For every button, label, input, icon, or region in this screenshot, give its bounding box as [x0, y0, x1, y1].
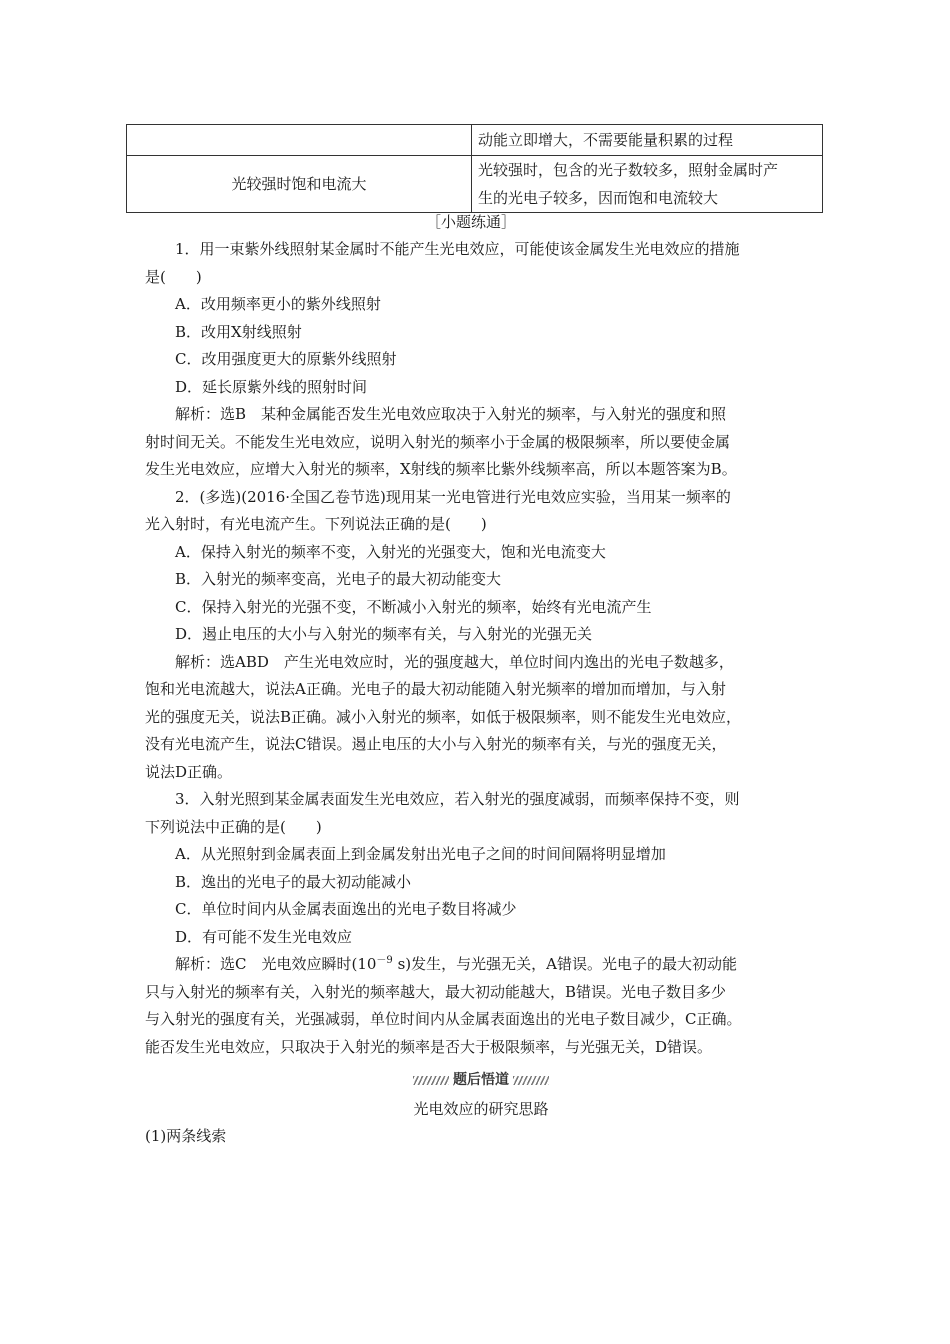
option-a: A．改用频率更小的紫外线照射	[175, 295, 381, 313]
question-2	[145, 484, 817, 787]
table-cell-line: 生的光电子较多，因而饱和电流较大	[478, 189, 719, 207]
analysis-line: 发生光电效应，应增大入射光的频率，X射线的频率比紫外线频率高，所以本题答案为B。	[145, 460, 737, 478]
question-stem	[145, 484, 817, 539]
stem-line: 2．(多选)(2016·全国乙卷节选)现用某一光电管进行光电效应实验，当用某一频率的	[175, 487, 731, 506]
hatch-decoration-left	[413, 1076, 449, 1085]
question-stem	[145, 786, 817, 841]
stem-line: 光入射时，有光电流产生。下列说法正确的是( )	[145, 515, 487, 533]
insight-heading	[145, 1065, 817, 1095]
analysis-line: 光的强度无关，说法B正确。减小入射光的频率，如低于极限频率，则不能发生光电效应，	[145, 707, 742, 726]
table-cell-line: 光较强时，包含的光子数较多，照射金属时产	[478, 161, 779, 179]
analysis-line: 没有光电流产生，说法C错误。遏止电压的大小与入射光的频率有关，与光的强度无关，	[145, 735, 727, 753]
question-3	[145, 786, 817, 1061]
analysis-text: 解析：选C 光电效应瞬时(10	[175, 955, 377, 973]
option-d: D．延长原紫外线的照射时间	[175, 377, 368, 396]
table-cell	[472, 156, 823, 213]
option-a: A．保持入射光的频率不变，入射光的光强变大，饱和光电流变大	[175, 542, 606, 561]
option-c: C．改用强度更大的原紫外线照射	[175, 350, 397, 368]
option-c: C．单位时间内从金属表面逸出的光电子数目将减少	[175, 900, 517, 918]
analysis-line: 只与入射光的频率有关，入射光的频率越大，最大初动能越大，B错误。光电子数目多少	[145, 982, 727, 1001]
table-cell-empty	[127, 125, 472, 156]
analysis-line: 饱和光电流越大，说法A正确。光电子的最大初动能随入射光频率的增加而增加，与入射	[145, 680, 726, 698]
option-b: B．入射光的频率变高，光电子的最大初动能变大	[175, 570, 502, 588]
analysis-line: 射时间无关。不能发生光电效应，说明入射光的频率小于金属的极限频率，所以要使金属	[145, 432, 731, 451]
exponent: －9	[376, 955, 393, 966]
main-content	[145, 208, 817, 1151]
option-b: B．逸出的光电子的最大初动能减小	[175, 872, 412, 891]
option-d: D．有可能不发生光电效应	[175, 927, 353, 946]
analysis	[145, 649, 817, 787]
analysis	[145, 951, 817, 1061]
insight-title: 题后悟道	[453, 1072, 509, 1088]
analysis	[145, 401, 817, 484]
insight-item: (1)两条线索	[145, 1127, 227, 1145]
analysis-line: 解析：选B 某种金属能否发生光电效应取决于入射光的频率，与入射光的强度和照	[175, 405, 727, 423]
option-c: C．保持入射光的光强不变，不断减小入射光的频率，始终有光电流产生	[175, 597, 652, 616]
option-a: A．从光照射到金属表面上到金属发射出光电子之间的时间间隔将明显增加	[175, 845, 666, 863]
stem-line: 3．入射光照到某金属表面发生光电效应，若入射光的强度减弱，而频率保持不变，则	[175, 790, 740, 808]
stem-line: 1．用一束紫外线照射某金属时不能产生光电效应，可能使该金属发生光电效应的措施	[175, 240, 740, 258]
table-row	[127, 125, 823, 156]
section-label: ［小题练通］	[425, 213, 516, 231]
analysis-line: 说法D正确。	[145, 762, 233, 781]
hatch-decoration-right	[513, 1076, 549, 1085]
table-cell: 动能立即增大，不需要能量积累的过程	[472, 125, 823, 156]
stem-line: 下列说法中正确的是( )	[145, 817, 322, 836]
analysis-text: s)发生，与光强无关，A错误。光电子的最大初动能	[392, 955, 737, 973]
stem-line: 是( )	[145, 267, 202, 286]
option-b: B．改用X射线照射	[175, 322, 302, 341]
explanation-table	[126, 124, 823, 213]
insight-subtitle: 光电效应的研究思路	[413, 1100, 549, 1118]
table-cell: 光较强时饱和电流大	[127, 156, 472, 213]
analysis-line: 解析：选ABD 产生光电效应时，光的强度越大，单位时间内逸出的光电子数越多，	[175, 652, 734, 671]
question-1	[145, 236, 817, 484]
table-row	[127, 156, 823, 213]
analysis-line: 与入射光的强度有关，光强减弱，单位时间内从金属表面逸出的光电子数目减少，C正确。	[145, 1010, 742, 1028]
analysis-line: 能否发生光电效应，只取决于入射光的频率是否大于极限频率，与光强无关，D错误。	[145, 1037, 713, 1056]
option-d: D．遏止电压的大小与入射光的频率有关，与入射光的光强无关	[175, 625, 593, 643]
question-stem	[145, 236, 817, 291]
